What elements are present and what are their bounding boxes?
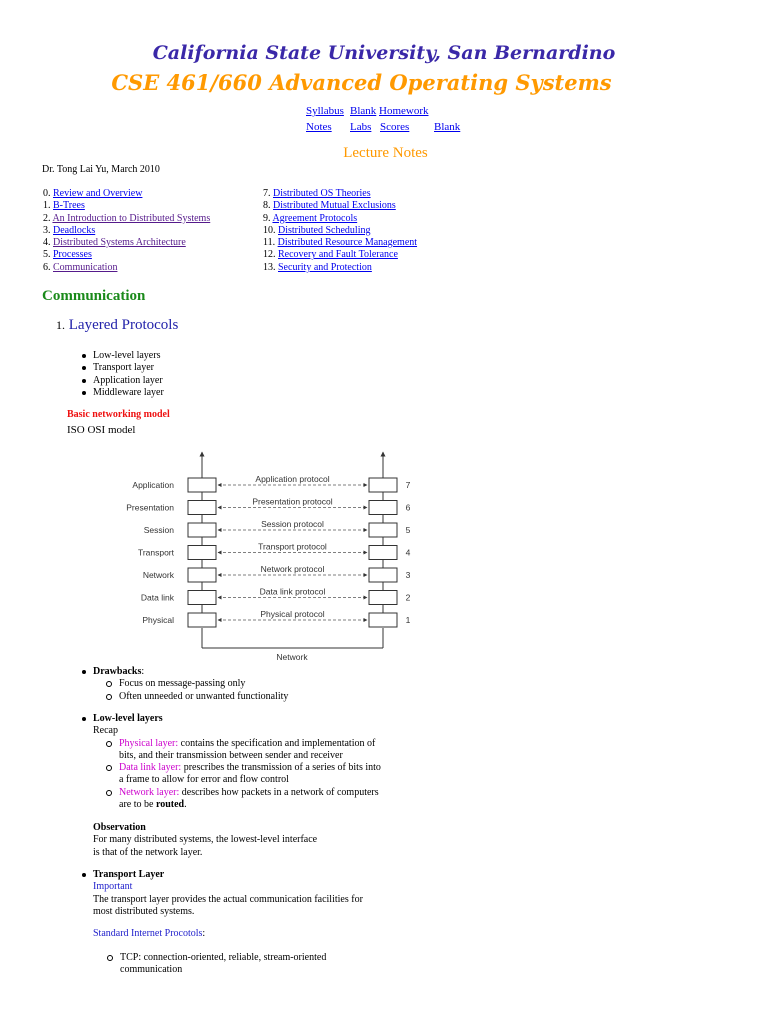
transport-line: most distributed systems. xyxy=(93,905,195,917)
toc-item xyxy=(263,188,417,200)
toc-link-scheduling[interactable]: Distributed Scheduling xyxy=(278,224,371,236)
standard-protocols-label: Standard Internet Procotols xyxy=(93,928,203,939)
layer-box-right xyxy=(369,613,397,627)
author-line: Dr. Tong Lai Yu, March 2010 xyxy=(42,164,160,175)
protocol-label: Network protocol xyxy=(260,564,325,574)
toc-num: 2. xyxy=(43,212,51,224)
list-item xyxy=(93,787,381,812)
drawbacks-list xyxy=(93,678,288,703)
data-link-layer-desc2: a frame to allow for error and flow control xyxy=(119,774,289,786)
toc-num: 4. xyxy=(43,237,51,249)
tcp-line: TCP: connection-oriented, reliable, stream-oriented xyxy=(120,952,327,963)
layer-number: 7 xyxy=(405,480,411,490)
layers-list xyxy=(80,350,164,399)
toc-num: 13. xyxy=(263,261,276,273)
course-title: CSE 461/660 Advanced Operating Systems xyxy=(111,70,612,95)
transport-line: The transport layer provides the actual communication facilities for xyxy=(93,893,363,905)
list-item xyxy=(93,738,381,763)
list-item: Focus on message-passing only xyxy=(93,678,288,690)
lecture-notes-title: Lecture Notes xyxy=(343,145,428,161)
observation-line: is that of the network layer. xyxy=(93,846,203,858)
section-title: Communication xyxy=(42,288,146,304)
physical-layer-term: Physical layer: xyxy=(119,737,179,749)
toc-num: 7. xyxy=(263,188,271,199)
toc-link-mutual-exclusion[interactable]: Distributed Mutual Exclusions xyxy=(273,200,396,212)
layer-label: Network xyxy=(142,570,174,580)
layer-label: Transport xyxy=(137,547,174,558)
iso-osi-label: ISO OSI model xyxy=(67,424,136,436)
toc-link-architecture[interactable]: Distributed Systems Architecture xyxy=(53,237,186,249)
protocol-label: Presentation protocol xyxy=(252,496,333,507)
nav-scores-link[interactable]: Scores xyxy=(380,121,410,133)
transport-heading: Transport Layer xyxy=(93,869,165,880)
layer-box-left xyxy=(188,568,216,582)
list-item xyxy=(80,666,288,703)
toc-link-security[interactable]: Security and Protection xyxy=(278,261,372,273)
transport-section xyxy=(80,869,363,918)
toc-num: 6. xyxy=(43,261,51,273)
list-item: Application layer xyxy=(80,375,164,387)
nav-blank2-link[interactable]: Blank xyxy=(434,121,461,133)
toc-item xyxy=(43,188,210,200)
toc-link-btrees[interactable]: B-Trees xyxy=(53,200,85,212)
layer-box-left xyxy=(188,501,216,515)
toc-item xyxy=(43,225,210,237)
toc-item xyxy=(263,213,417,225)
standard-protocols-line xyxy=(93,928,205,940)
toc-link-review[interactable]: Review and Overview xyxy=(53,188,143,199)
layer-label: Data link xyxy=(140,592,174,603)
low-level-heading: Low-level layers xyxy=(93,713,163,724)
network-layer-desc: describes how packets in a network of computers xyxy=(179,786,379,798)
layer-number: 3 xyxy=(405,570,411,580)
observation-heading: Observation xyxy=(93,822,146,833)
toc-link-recovery[interactable]: Recovery and Fault Tolerance xyxy=(278,249,398,261)
subsection-num: 1. xyxy=(56,318,65,332)
nav-blank-link[interactable]: Blank xyxy=(350,105,377,117)
layer-number: 6 xyxy=(405,502,411,513)
toc-item xyxy=(43,237,210,249)
toc-item xyxy=(43,213,210,225)
toc-num: 0. xyxy=(43,188,51,199)
toc-num: 11. xyxy=(263,237,276,249)
protocol-label: Application protocol xyxy=(255,474,330,484)
low-level-list xyxy=(93,738,381,812)
layer-box-left xyxy=(188,523,216,537)
osi-model-diagram xyxy=(118,448,428,666)
data-link-layer-desc: prescribes the transmission of a series of bits into xyxy=(181,762,381,774)
toc-link-communication[interactable]: Communication xyxy=(53,261,118,273)
drawbacks-heading: Drawbacks xyxy=(93,666,142,677)
physical-layer-desc: contains the specification and implementation of xyxy=(178,737,376,749)
toc-item xyxy=(43,249,210,261)
colon: : xyxy=(202,928,206,939)
layer-box-right xyxy=(369,546,397,560)
toc-link-processes[interactable]: Processes xyxy=(53,249,92,261)
toc-link-os-theories[interactable]: Distributed OS Theories xyxy=(273,188,371,199)
toc-link-resource-mgmt[interactable]: Distributed Resource Management xyxy=(277,237,418,249)
toc-item xyxy=(263,225,417,237)
toc-item xyxy=(263,249,417,261)
network-layer-term: Network layer: xyxy=(119,786,180,798)
layer-box-right xyxy=(369,591,397,605)
layer-box-right xyxy=(369,501,397,515)
layer-box-left xyxy=(188,591,216,605)
layer-label: Physical xyxy=(142,615,174,625)
basic-model-heading: Basic networking model xyxy=(67,409,170,420)
tcp-list xyxy=(94,952,326,977)
layer-box-right xyxy=(369,478,397,492)
list-item: Low-level layers xyxy=(80,350,164,362)
tcp-line: communication xyxy=(120,964,183,976)
subsection-text: Layered Protocols xyxy=(68,317,179,333)
toc-left-column xyxy=(43,188,210,274)
toc-link-deadlocks[interactable]: Deadlocks xyxy=(53,224,96,236)
toc-num: 10. xyxy=(263,224,276,236)
toc-num: 8. xyxy=(263,200,271,212)
toc-num: 12. xyxy=(263,249,276,261)
drawbacks-section xyxy=(80,666,288,703)
toc-link-intro-distributed[interactable]: An Introduction to Distributed Systems xyxy=(52,212,211,224)
nav-syllabus-link[interactable]: Syllabus xyxy=(306,105,344,117)
nav-labs-link[interactable]: Labs xyxy=(350,121,372,133)
recap-label: Recap xyxy=(93,725,118,737)
colon: : xyxy=(141,666,145,677)
nav-notes-link[interactable]: Notes xyxy=(306,121,332,133)
toc-num: 5. xyxy=(43,249,51,261)
layer-number: 5 xyxy=(405,525,411,535)
layer-number: 4 xyxy=(405,547,411,558)
toc-link-agreement[interactable]: Agreement Protocols xyxy=(272,212,358,224)
low-level-section xyxy=(80,713,381,811)
data-link-layer-term: Data link layer: xyxy=(119,762,182,774)
layer-label: Application xyxy=(132,480,174,490)
layer-box-right xyxy=(369,523,397,537)
layer-number: 1 xyxy=(405,615,411,625)
layer-box-left xyxy=(188,478,216,492)
list-item xyxy=(93,762,381,787)
protocol-label: Physical protocol xyxy=(260,609,325,619)
protocol-label: Session protocol xyxy=(261,519,324,529)
toc-item xyxy=(43,200,210,212)
toc-item xyxy=(263,262,417,274)
observation-line: For many distributed systems, the lowest-level interface xyxy=(93,834,318,846)
layer-label: Presentation xyxy=(126,502,174,513)
important-label: Important xyxy=(93,881,133,893)
toc-num: 1. xyxy=(43,200,51,212)
layer-label: Session xyxy=(143,525,174,535)
layer-box-left xyxy=(188,613,216,627)
protocol-label: Transport protocol xyxy=(258,541,327,552)
toc-num: 9. xyxy=(263,212,271,224)
list-item: Often unneeded or unwanted functionality xyxy=(93,691,288,703)
list-item xyxy=(80,869,363,918)
period: . xyxy=(184,799,187,811)
toc-right-column xyxy=(263,188,417,274)
university-title: California State University, San Bernardino xyxy=(152,42,616,64)
list-item: Transport layer xyxy=(80,362,164,374)
layer-box-left xyxy=(188,546,216,560)
layer-box-right xyxy=(369,568,397,582)
toc-item xyxy=(263,200,417,212)
network-layer-desc2: are to be xyxy=(119,799,156,811)
list-item xyxy=(94,952,326,977)
observation-block xyxy=(93,822,317,859)
toc-item xyxy=(263,237,417,249)
nav-homework-link[interactable]: Homework xyxy=(379,105,429,117)
toc-item xyxy=(43,262,210,274)
subsection-title xyxy=(56,317,178,334)
routed-term: routed xyxy=(155,799,185,811)
list-item: Middleware layer xyxy=(80,387,164,399)
layer-number: 2 xyxy=(405,592,411,603)
physical-layer-desc2: bits, and their transmission between sender and receiver xyxy=(119,749,343,761)
toc-num: 3. xyxy=(43,224,51,236)
protocol-label: Data link protocol xyxy=(259,586,326,597)
network-label: Network xyxy=(276,652,308,662)
list-item xyxy=(80,713,381,811)
